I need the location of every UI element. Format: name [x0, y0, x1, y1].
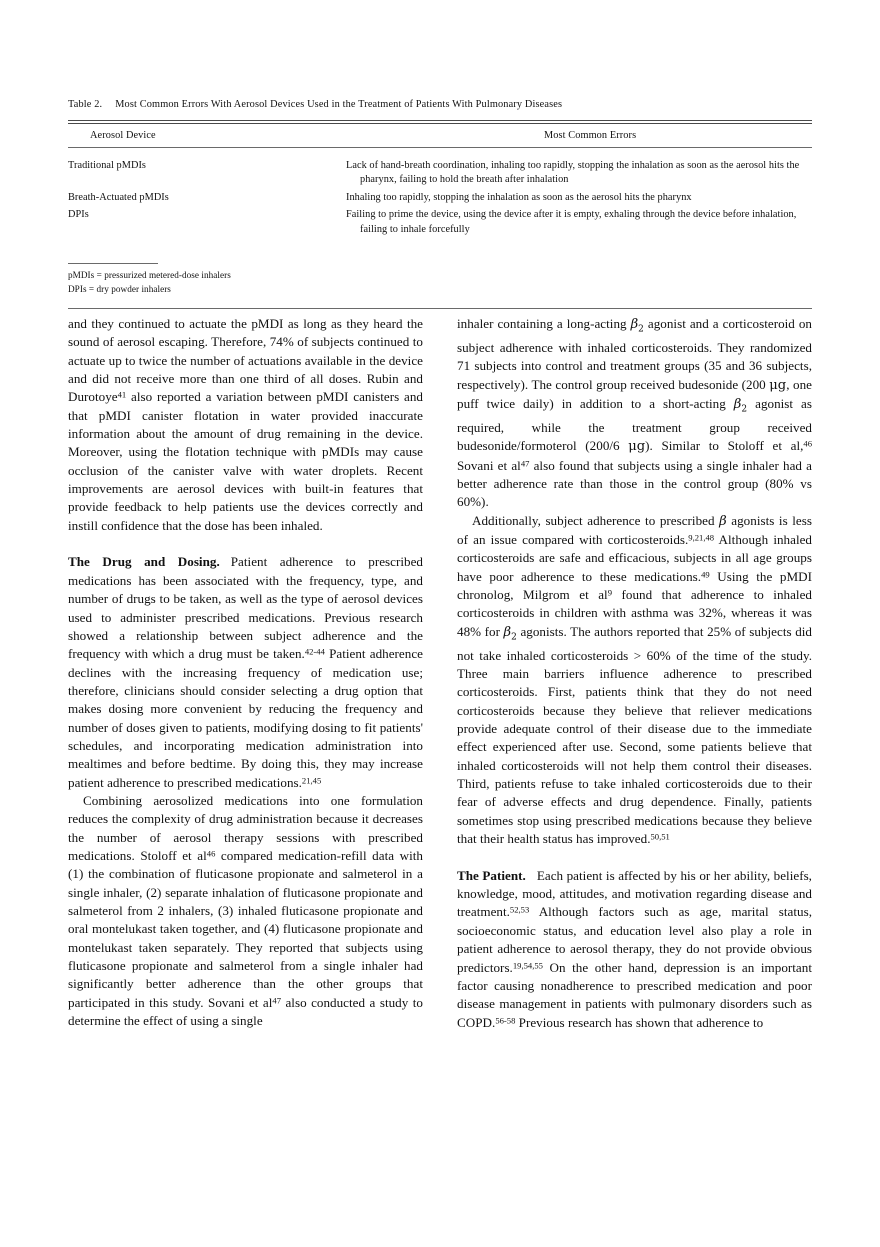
column-header-most-common-errors: Most Common Errors [544, 130, 637, 141]
paragraph-additionally-adherence [457, 512, 812, 849]
table-row [68, 189, 812, 206]
inhaler-text-b: agonist and a corticosteroid on subject adherence with inhaled corticosteroids. They randomized 71 subjects into control and treatment groups (35 and 36 subjects, respectively). The control group received budesonide (200 [457, 316, 812, 392]
paragraph-drug-and-dosing [68, 553, 423, 791]
table-caption-text: Most Common Errors With Aerosol Devices Used in the Treatment of Patients With Pulmonary Diseases [115, 99, 563, 110]
drug-dosing-text-b: Patient adherence declines with the increasing frequency of medication use; therefore, clinicians should consider selecting a drug option that makes dosing more convenient by reducing the frequency and number of doses given to patients, modifying dosing to fit patients' schedules, and incorporating medication administration into mealtimes and before bedtime. By doing this, they may increase patient adherence to prescribed medications. [68, 646, 423, 790]
citation-47: 47 [520, 458, 530, 469]
beta-symbol: β [719, 513, 727, 529]
patient-text-b: Although factors such as age, marital status, socioeconomic status, and education level also play a role in patient adherence to aerosol therapy, they do not provide obvious predictors. [457, 904, 812, 975]
table-caption-label: Table 2. [68, 99, 103, 110]
paragraph-the-patient [457, 867, 812, 1032]
table-row [68, 157, 812, 189]
additionally-text-e: found that adherence to inhaled corticosteroids in children with asthma was 32%, whereas it was 48% for [457, 587, 812, 639]
table-body-wrapper [68, 148, 812, 249]
column-header-aerosol-device: Aerosol Device [90, 130, 156, 141]
table-2 [68, 124, 812, 147]
citation-9: 9 [607, 587, 613, 598]
citation-52-53: 52,53 [509, 904, 530, 915]
micrograms-unit: μg [628, 439, 646, 455]
cell-errors-traditional-pmdis [346, 157, 812, 189]
additionally-text-b: agonists is less of an issue compared with corticosteroids. [457, 512, 812, 547]
paragraph-inhaler-combination [457, 315, 812, 512]
cell-errors-dpis [346, 207, 812, 239]
footnote-rule [68, 263, 158, 264]
beta-glyph: β [733, 396, 742, 412]
citation-49: 49 [701, 569, 710, 580]
drug-dosing-text-a: Patient adherence to prescribed medications has been associated with the frequency, type, and number of drugs to be taken, as well as the type of aerosol devices used to administer prescribed medications. Previous research showed a relationship between subject adherence and the frequency with which a drug must be taken. [68, 554, 423, 662]
combining-text-b: compared medication-refill data with (1) the combination of fluticasone propionate and salmeterol in a single inhaler, (2) separate inhalation of fluticasone propionate and salmeterol from 2 inhalers, (3) inhaled fluticasone propionate and oral montelukast taken together, and (4) fluticasone propionate and montelukast taken separately. They reported that subjects using fluticasone propionate and salmeterol from a single inhaler had significantly better adherence than the other groups that participated in this study. Sovani et al [68, 847, 423, 1010]
footnote-dpis: DPIs = dry powder inhalers [68, 283, 171, 294]
inhaler-text-d: agonist as required, while the treatment group received budesonide/formoterol (200/6 [457, 395, 813, 454]
cell-errors-text: Lack of hand-breath coordination, inhaling too rapidly, stopping the inhalation as soon as the aerosol hits the pharynx, failing to hold the breath after inhalation [346, 159, 800, 186]
citation-19-54-55: 19,54,55 [512, 959, 543, 970]
inhaler-text-a: inhaler containing a long-acting [457, 316, 631, 331]
additionally-text-a: Additionally, subject adherence to prescribed [472, 512, 720, 528]
body-columns [68, 315, 812, 1032]
right-column [457, 315, 812, 1032]
table-head [68, 124, 812, 147]
cell-device-dpis: DPIs [68, 209, 89, 221]
additionally-text-f: agonists. The authors reported that 25% of subjects did not take inhaled corticosteroids > 60% of the time of the study. Three main barriers influence adherence to prescribed corticosteroids. First, patients think that they do not need corticosteroids because they believe that reliever medications provide adequate control of their disease due to the immediate effect experienced after use. Second, some patients believe that inhaled corticosteroids will not help them control their diseases. Third, patients refuse to take inhaled corticosteroids due to their fear of adverse effects and drug dependence. Finally, patients sometimes stop using prescribed medications because they believe that their health status has improved. [457, 623, 812, 847]
patient-text-d: Previous research has shown that adherence to [515, 1014, 764, 1030]
combining-text-c: also conducted a study to determine the effect of using a single [68, 994, 423, 1029]
table-row-spacer-bottom [68, 238, 812, 249]
combining-text-a: Combining aerosolized medications into one formulation reduces the complexity of drug administration because it decreases the number of aerosol therapy sessions with prescribed medications. Stoloff et al [68, 792, 423, 863]
citation-56-58: 56-58 [495, 1014, 516, 1025]
cell-device-traditional-pmdis: Traditional pMDIs [68, 159, 146, 171]
paragraph-continued-actuate [68, 315, 423, 535]
para-text-b: also reported a variation between pMDI canisters and that pMDI canister flotation in water provided inaccurate information about the amount of drug remaining in the device. Moreover, using the flotation technique with pMDIs may cause occlusion of the canister valve with water droplets. Recent improvements are aerosol devices with built-in features that provide feedback to help patients use the devices correctly and instill confidence that the dose has been inhaled. [68, 389, 423, 533]
footnote-pmdis: pMDIs = pressurized metered-dose inhalers [68, 270, 231, 281]
paragraph-combining-aerosolized [68, 792, 423, 1030]
left-column [68, 315, 423, 1032]
beta-glyph: β [503, 624, 512, 640]
inhaler-text-g: also found that subjects using a single inhaler had a better adherence rate than those in the control group (80% vs 60%). [457, 457, 813, 510]
citation-50-51: 50,51 [650, 831, 670, 842]
inhaler-text-f: Sovani et al [457, 457, 521, 473]
beta-glyph: β [630, 317, 639, 332]
beta-subscript: 2 [741, 404, 748, 415]
citation-21-45: 21,45 [301, 774, 322, 785]
inhaler-text-e: ). Similar to Stoloff et al, [645, 438, 804, 454]
beta-symbol [630, 317, 644, 335]
beta-symbol [503, 624, 517, 643]
cell-device-breath-actuated-pmdis: Breath-Actuated pMDIs [68, 191, 169, 203]
citation-46: 46 [803, 438, 812, 449]
spacer-cell [68, 148, 812, 157]
table-header-row [68, 124, 812, 147]
beta-subscript: 2 [511, 632, 517, 643]
heading-the-patient: The Patient. [457, 867, 526, 883]
citation-42-44: 42-44 [304, 646, 325, 657]
table-footnotes [68, 269, 812, 296]
para-text-a: and they continued to actuate the pMDI as long as they heard the sound of aerosol escaping. Therefore, 74% of subjects continued to actuate up to twice the number of actuations available in the device and did not receive more than one third of all doses. Rubin and Durotoye [68, 316, 423, 405]
citation-47: 47 [272, 995, 281, 1006]
table-2-block [68, 98, 812, 309]
micrograms-unit: μg [769, 377, 787, 393]
cell-errors-text: Failing to prime the device, using the device after it is empty, exhaling through the device before inhalation, failing to inhale forcefully [346, 209, 797, 235]
citation-46: 46 [206, 848, 216, 859]
heading-the-drug-and-dosing: The Drug and Dosing. [68, 554, 220, 570]
additionally-text-d: Using the pMDI chronolog, Milgrom et al [457, 568, 812, 603]
cell-errors-text: Inhaling too rapidly, stopping the inhalation as soon as the aerosol hits the pharynx [346, 191, 692, 203]
table-row [68, 207, 812, 239]
table-bottom-rule [68, 308, 812, 309]
table-caption [68, 98, 812, 111]
table-row-spacer-top [68, 148, 812, 157]
inhaler-text-c: , one puff twice daily) in addition to a short-acting [457, 376, 812, 411]
additionally-text-c: Although inhaled corticosteroids are safe and efficacious, subjects in all age groups have poor adherence to these medications. [457, 532, 812, 584]
cell-errors-breath-actuated-pmdis [346, 189, 812, 206]
beta-symbol [733, 396, 748, 415]
citation-9-21-48: 9,21,48 [688, 532, 715, 543]
citation-41: 41 [117, 389, 127, 400]
patient-text-a: Each patient is affected by his or her ability, beliefs, knowledge, mood, attitudes, and motivation regarding disease and treatment. [457, 867, 812, 920]
spacer-cell [68, 238, 812, 249]
table-body [68, 148, 812, 249]
beta-subscript: 2 [638, 324, 644, 335]
patient-text-c: On the other hand, depression is an important factor causing nonadherence to prescribed medication and poor disease management in patients with pulmonary disorders such as COPD. [457, 959, 812, 1030]
